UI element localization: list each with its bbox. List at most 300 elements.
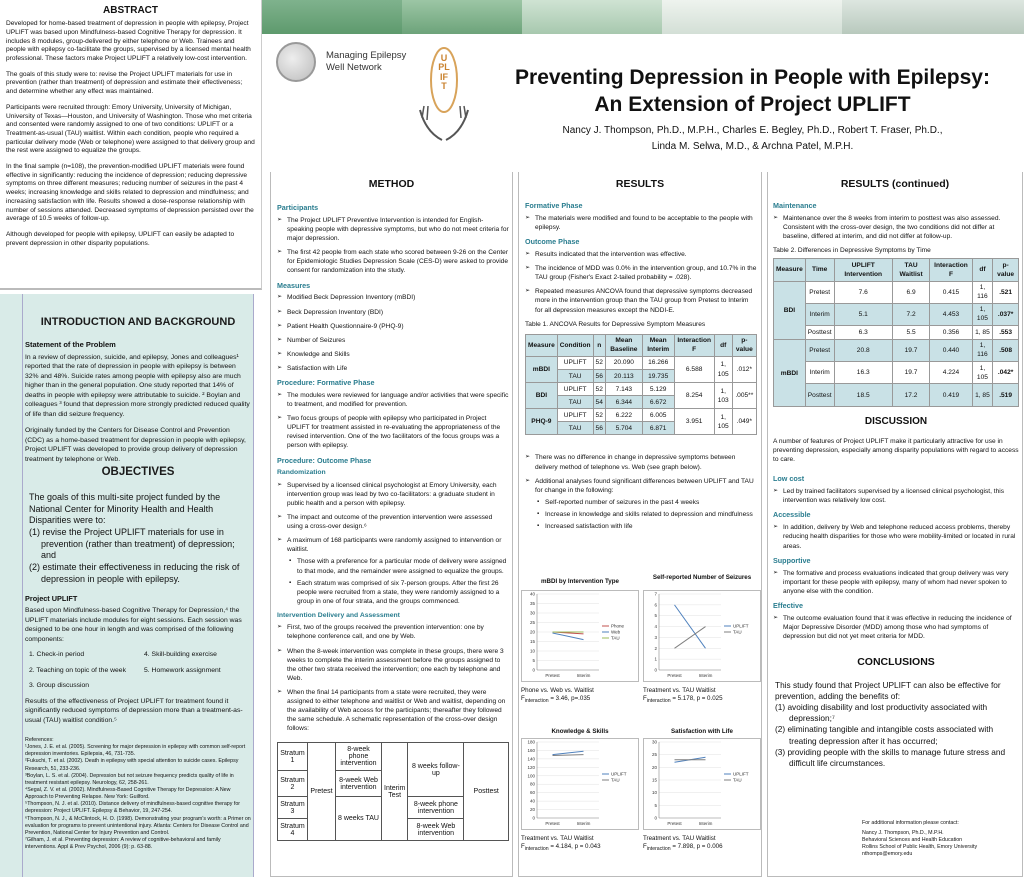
table-cell: BDI <box>774 281 806 339</box>
chart-caption: Phone vs. Web vs. Waitlist $F_{interaction} = 3.46$, p=.035 <box>521 687 594 705</box>
outcome-heading: Outcome Phase <box>525 237 580 247</box>
y-tick-label: 3 <box>654 634 657 640</box>
chart-mbdi-svg <box>521 590 639 682</box>
objectives-lead: The goals of this multi-site project funded by the National Center for Minority Health and Health Disparities were to: <box>29 492 221 526</box>
stratum-cell: Stratum 4 <box>278 819 308 841</box>
design-cell: 8-week phone intervention <box>408 797 464 819</box>
table-cell: 4.224 <box>930 362 972 384</box>
chart-satisfaction <box>643 728 761 854</box>
component-item: 1. Check-in period <box>29 651 85 659</box>
chart-caption: Treatment vs. TAU Waitlist $F_{interaction} = 5.178$, p = 0.025 <box>643 687 723 705</box>
bullet-item: ➢ Satisfaction with Life <box>277 364 509 373</box>
table-header: Time <box>805 259 834 281</box>
table-cell: 52 <box>593 383 605 396</box>
table-cell: PHQ-9 <box>526 409 558 435</box>
x-tick-label: Pretest <box>545 673 560 678</box>
table-cell: 19.7 <box>892 339 929 361</box>
bullet-item: ➢ Results indicated that the intervention was effective. <box>525 250 757 259</box>
table-header: Condition <box>557 334 593 356</box>
subscript: interaction <box>646 698 671 705</box>
table-header: p-value <box>993 259 1019 281</box>
table-cell: 1, 105 <box>972 303 993 325</box>
table-cell: 6.672 <box>642 396 674 409</box>
x-tick-label: Interim <box>576 673 591 678</box>
chart-stat: = 4.184, p = 0.043 <box>550 843 601 851</box>
table-cell: 1, 105 <box>972 362 993 384</box>
discussion-paragraph: A number of features of Project UPLIFT make it particularly attractive for use in preventing depression, especially among disparity populations with regard to access to care. <box>773 438 1019 464</box>
objective-item: (2) estimate their effectiveness in reducing the risk of depression in people with epilepsy. <box>29 562 240 584</box>
table-cell: 19.735 <box>642 370 674 383</box>
legend-label: UPLIFT <box>611 771 627 777</box>
table-cell: 1, 105 <box>714 409 732 435</box>
table-cell: TAU <box>557 422 593 435</box>
delivery-heading: Intervention Delivery and Assessment <box>277 611 400 619</box>
intro-title: INTRODUCTION AND BACKGROUND <box>40 316 236 328</box>
method-title: METHOD <box>368 178 415 190</box>
y-tick-label: 5 <box>654 802 657 808</box>
table-header: df <box>714 334 732 356</box>
table-cell: 0.356 <box>930 325 972 339</box>
pretest-cell: Pretest <box>308 743 336 841</box>
legend-label: Web <box>611 629 621 635</box>
table-header: p-value <box>732 334 756 356</box>
table-header: Interaction F <box>674 334 714 356</box>
chart-caption: Treatment vs. TAU Waitlist $F_{interaction} = 4.184$, p = 0.043 <box>521 835 601 853</box>
bullet-item: ➢ The impact and outcome of the prevention intervention were assessed using a cross-over design.⁶ <box>277 513 509 531</box>
table-cell: 5.5 <box>892 325 929 339</box>
table-cell: .521 <box>993 281 1019 303</box>
y-tick-label: 0 <box>654 667 657 673</box>
logo-line-2: Well Network <box>326 61 382 73</box>
y-tick-label: 160 <box>527 747 535 753</box>
table-cell: Pretest <box>805 339 834 361</box>
table-cell: 0.440 <box>930 339 972 361</box>
y-tick-label: 10 <box>651 790 657 796</box>
conclusion-item: (3) providing people with the skills to manage future stress and difficult life circumstances. <box>775 746 1006 768</box>
y-tick-label: 120 <box>527 764 535 770</box>
x-tick-label: Interim <box>698 673 713 678</box>
header-banner-photo <box>262 0 1024 34</box>
supportive-heading: Supportive <box>773 555 811 565</box>
subscript: interaction <box>524 846 549 853</box>
table-cell: .005** <box>732 383 756 409</box>
reference-item: ⁶Thompson, N. J., & McClintock, H. O. (1998). Demonstrating your program's worth: a Primer on evaluation for programs to prevent unintentional injury. Atlanta: Centers for Disease Control and Prevention, National Center for Injury Prevention and Control. <box>25 815 251 836</box>
legend-label: TAU <box>733 777 742 783</box>
x-tick-label: Interim <box>698 821 713 826</box>
measures-heading: Measures <box>277 280 311 290</box>
reference-item: ²Fukuchi, T. et al. (2002). Death in epilepsy with special attention to suicide cases. Epilepsy Research, 51, 233-236. <box>25 758 239 772</box>
table-cell: mBDI <box>774 339 806 406</box>
table-cell: 0.419 <box>930 384 972 407</box>
brain-logo-icon <box>276 42 316 82</box>
authors-line-2: Linda M. Selwa, M.D., & Archna Patel, M.P.H. <box>651 141 854 152</box>
chart-mbdi-by-type <box>521 574 639 706</box>
chart-stat: = 3.46, p=.035 <box>550 695 591 703</box>
table-cell: TAU <box>557 396 593 409</box>
y-tick-label: 180 <box>527 739 535 745</box>
component-item: 3. Group discussion <box>29 682 90 690</box>
y-tick-label: 20 <box>529 629 535 635</box>
objectives-section <box>29 492 251 586</box>
low-cost-heading: Low cost <box>773 474 805 484</box>
authors <box>485 123 1020 155</box>
table-cell: 6.005 <box>642 409 674 422</box>
table-cell: Interim <box>805 362 834 384</box>
table-cell: .012* <box>732 356 756 382</box>
conclusion-item: (1) avoiding disability and lost productivity associated with depression;⁷ <box>775 701 988 724</box>
y-tick-label: 2 <box>654 645 657 651</box>
reference-item: ¹Jones, J. E. et al. (2005). Screening for major depression in epilepsy with common self-report depression inventories. Epilepsia, 46, 731-735. <box>25 744 246 758</box>
table-header: Measure <box>774 259 806 281</box>
table-cell: UPLIFT <box>557 409 593 422</box>
bullet-item: ➢ First, two of the groups received the prevention intervention: one by telephone conference call, and one by Web. <box>277 623 509 641</box>
abstract-title: ABSTRACT <box>103 5 158 16</box>
table-cell: 8.254 <box>674 383 714 409</box>
chart-frame <box>522 591 639 682</box>
bullet-item: Additional analyses found significant differences between UPLIFT and TAU for change in the following: <box>535 477 754 494</box>
table-cell: 4.453 <box>930 303 972 325</box>
abstract-paragraph: The goals of this study were to: revise the Project UPLIFT materials for use in prevention (rather than treatment) of depression and estimate their effectiveness; and determine whether any effect was maintained. <box>6 70 243 96</box>
table-header: UPLIFT Intervention <box>834 259 892 281</box>
effective-heading: Effective <box>773 600 803 610</box>
y-tick-label: 15 <box>651 777 657 783</box>
chart-caption-line: Treatment vs. TAU Waitlist <box>643 687 716 694</box>
chart-title: mBDI by Intervention Type <box>541 578 619 585</box>
uplift-hands-logo <box>412 40 476 150</box>
reference-item: ³Boylan, L. S. et al. (2004). Depression but not seizure frequency predicts quality of life in treatment resistant epilepsy. Neurology, 62, 258-261. <box>25 772 234 786</box>
project-subtitle: Project UPLIFT <box>25 594 78 603</box>
y-tick-label: 35 <box>529 601 535 606</box>
uplift-vertical-text: UPLIFT <box>438 53 450 92</box>
sub-bullet-item: ▪ Those with a preference for a particular mode of delivery were assigned to that mode, and the remainder were assigned to equalize the groups. <box>287 557 509 575</box>
table-cell: 1, 103 <box>714 383 732 409</box>
bullet-item: ➢ Maintenance over the 8 weeks from interim to posttest was also assessed. Consistent with the cross-over design, the two conditions did not differ at baseline, differed at interim, and did not differ at follow-up. <box>773 214 1019 241</box>
crossover-design-table <box>277 742 509 841</box>
references <box>22 737 254 851</box>
table-cell: 1, 116 <box>972 339 993 361</box>
design-cell: 8-week Web intervention <box>336 771 382 797</box>
table-cell: 6.871 <box>642 422 674 435</box>
contact-line: Behavioral Sciences and Health Education <box>862 836 963 843</box>
conclusions-section <box>773 680 1019 770</box>
table-header: Interaction F <box>930 259 972 281</box>
bullet-item: ➢ When the final 14 participants from a state were recruited, they were assigned to either telephone and waitlist or Web and waitlist, depending on the availability of Web access for the participants; thereafter they followed the same schedule. A schematic representation of the cross-over design follows: <box>277 688 509 733</box>
table-cell: 7.2 <box>892 303 929 325</box>
table-header: df <box>972 259 993 281</box>
y-tick-label: 140 <box>527 756 535 762</box>
y-tick-label: 100 <box>527 773 535 779</box>
y-tick-label: 15 <box>529 639 535 644</box>
formative-heading: Formative Phase <box>525 201 583 210</box>
y-tick-label: 0 <box>532 815 535 821</box>
bullet-item: ➢ Knowledge and Skills <box>277 350 509 359</box>
chart-satisfaction-svg <box>643 738 761 830</box>
y-tick-label: 0 <box>532 667 535 673</box>
bullet-item: ➢ The formative and process evaluations indicated that group delivery was very important for these people with epilepsy, many of whom had never spoken to anyone else with the condition. <box>773 569 1019 596</box>
y-tick-label: 5 <box>654 613 657 619</box>
intro-section <box>25 340 250 471</box>
table1 <box>525 334 757 436</box>
table-cell: 16.3 <box>834 362 892 384</box>
table-cell: 20.090 <box>605 356 642 369</box>
table-cell: 1, 85 <box>972 384 993 407</box>
bullet-item: ➢ When the 8-week intervention was complete in these groups, there were 3 weeks to complete the interim assessment before the groups assigned to the other two strata received the intervention; one each by telephone and Web. <box>277 647 509 683</box>
x-tick-label: Pretest <box>667 673 682 678</box>
chart-frame <box>644 739 761 830</box>
chart-title: Satisfaction with Life <box>671 728 733 735</box>
table-cell: 6.3 <box>834 325 892 339</box>
results-column <box>518 172 762 877</box>
y-tick-label: 0 <box>654 815 657 821</box>
y-tick-label: 60 <box>529 790 535 796</box>
y-tick-label: 40 <box>529 591 535 597</box>
bullet-item: ➢ Number of Seizures <box>277 336 509 345</box>
component-item: 5. Homework assignment <box>144 666 221 674</box>
table-header: n <box>593 334 605 356</box>
authors-line-1: Nancy J. Thompson, Ph.D., M.P.H., Charles E. Begley, Ph.D., Robert T. Fraser, Ph.D., <box>562 125 943 136</box>
randomization-heading: Randomization <box>277 469 326 477</box>
table-cell: 0.415 <box>930 281 972 303</box>
bullet-item: ➢ Patient Health Questionnaire-9 (PHQ-9) <box>277 322 509 331</box>
table-cell: 20.113 <box>605 370 642 383</box>
formative-procedure-heading: Procedure: Formative Phase <box>277 378 375 387</box>
table-header: Mean Interim <box>642 334 674 356</box>
table-cell: 52 <box>593 356 605 369</box>
chart-stat: = 5.178, p = 0.025 <box>672 695 723 703</box>
bullet-item: ➢ The materials were modified and found to be acceptable to the people with epilepsy. <box>525 214 757 232</box>
discussion-title: DISCUSSION <box>864 416 928 428</box>
contact-email[interactable]: nthomps@emory.edu <box>862 850 913 857</box>
maintenance-heading: Maintenance <box>773 201 817 210</box>
table-cell: mBDI <box>526 356 558 382</box>
subscript: interaction <box>646 846 671 853</box>
participants-heading: Participants <box>277 203 319 212</box>
y-tick-label: 10 <box>529 648 535 654</box>
table-cell: 52 <box>593 409 605 422</box>
title-line-1: Preventing Depression in People with Epilepsy: <box>515 66 990 89</box>
chart-caption-line: Treatment vs. TAU Waitlist <box>521 835 594 842</box>
table-cell: UPLIFT <box>557 356 593 369</box>
table-cell: 56 <box>593 422 605 435</box>
method-column <box>270 172 513 877</box>
abstract-paragraph: In the final sample (n=108), the prevention-modified UPLIFT materials were found effective in significantly: reducing the incidence of depression; reducing depressive symptoms on three different measures; reducing number of seizures in the past 4 weeks; increasing knowledge and skills related to depression and mindfulness; and increasing satisfaction with life. Results showed a dose-response relationship with number of sessions attended. Decreased symptoms of depression persisted over the average of 10.5 weeks of follow-up. <box>6 163 254 223</box>
intro-subtitle: Statement of the Problem <box>25 340 116 349</box>
conclusions-lead: This study found that Project UPLIFT can also be effective for prevention, adding the benefits of: <box>775 679 1001 701</box>
component-item: 2. Teaching on topic of the week <box>29 666 126 674</box>
legend-label: Phone <box>611 623 625 629</box>
accessible-heading: Accessible <box>773 510 811 520</box>
x-tick-label: Interim <box>576 821 591 826</box>
reference-item: ⁵Thompson, N. J. et al. (2010). Distance delivery of mindfulness-based cognitive therapy for depression: Project UPLIFT. Epilepsy & Behavior, 19, 247-254. <box>25 801 241 815</box>
table-cell: 6.344 <box>605 396 642 409</box>
project-uplift-section <box>25 594 250 725</box>
bullet-item: ➢ Two focus groups of people with epilepsy who participated in Project UPLIFT for treatment assisted in re-evaluating the appropriateness of the revised intervention. One of the two facilitators of the focus groups was a person with epilepsy. <box>277 414 509 450</box>
stratum-cell: Stratum 3 <box>278 797 308 819</box>
y-tick-label: 25 <box>651 752 657 758</box>
project-paragraph: Based upon Mindfulness-based Cognitive Therapy for Depression,⁴ the UPLIFT materials include modules for eight sessions. Each session was designed to be one hour in length and was comprised of the following components: <box>25 607 242 643</box>
bullet-item: ➢ Modified Beck Depression Inventory (mBDI) <box>277 293 509 302</box>
logo-line-1: Managing Epilepsy <box>326 50 407 61</box>
y-tick-label: 5 <box>532 658 535 663</box>
chart-seizures-svg <box>643 590 761 682</box>
reference-item: ⁴Segal, Z. V. et al. (2002). Mindfulness-Based Cognitive Therapy for Depression: A New Approach to Preventing Relapse. New York: Guilford. <box>25 786 231 801</box>
bullet-item: ➢ The outcome evaluation found that it was effective in reducing the incidence of Major Depressive Disorder (MDD) among those who had symptoms of depression but did not yet meet criteria for MDD. <box>773 614 1019 641</box>
conclusions-title: CONCLUSIONS <box>857 656 935 669</box>
results-continued-column <box>767 172 1023 877</box>
table-cell: Interim <box>805 303 834 325</box>
table-cell: Pretest <box>805 281 834 303</box>
y-tick-label: 80 <box>529 781 535 787</box>
intro-paragraph: Originally funded by the Centers for Disease Control and Prevention (CDC) as a home-based treatment for depression in people with epilepsy, Project UPLIFT was developed to provide group delivery of depression treatment by telephone or Web. <box>25 427 246 463</box>
table-cell: .042* <box>993 362 1019 384</box>
table-header: TAU Waitlist <box>892 259 929 281</box>
table-cell: 1, 116 <box>972 281 993 303</box>
abstract-section <box>0 0 262 290</box>
table-cell: .519 <box>993 384 1019 407</box>
y-tick-label: 1 <box>654 656 657 662</box>
table-cell: 6.222 <box>605 409 642 422</box>
poster-title <box>485 64 1020 119</box>
table-cell: 19.7 <box>892 362 929 384</box>
bullet-item: ➢ Repeated measures ANCOVA found that depressive symptoms decreased more in the intervention group than the TAU group from Pretest to Interim for all depression measures except the NDDI-E. <box>525 287 757 314</box>
stratum-cell: Stratum 1 <box>278 743 308 771</box>
conclusion-item: (2) eliminating tangible and intangible costs associated with treating depression after it has occurred; <box>775 724 994 746</box>
abstract-paragraph: Developed for home-based treatment of depression in people with epilepsy, Project UPLIFT was based upon Mindfulness-based Cognitive Therapy for depression. It includes 8 modules, group-delivered by either telephone or Web. Trainees and people with epilepsy co-facilitate the groups, supervised by a licensed mental health professional. These factors make Project UPLIFT a relatively low-cost intervention. <box>6 20 251 62</box>
table-cell: 17.2 <box>892 384 929 407</box>
chart-caption-line: Phone vs. Web vs. Waitlist <box>521 687 594 694</box>
y-tick-label: 40 <box>529 798 535 804</box>
bullet-item: ➢ The Project UPLIFT Preventive Intervention is intended for English-speaking people with depressive symptoms, but who do not meet criteria for major depression. <box>277 216 509 243</box>
abstract-paragraph: Although developed for people with epilepsy, UPLIFT can easily be adapted to prevent depression in other disparity populations. <box>6 230 235 247</box>
table-header: Mean Baseline <box>605 334 642 356</box>
sub-bullet-item: ▪ Increase in knowledge and skills related to depression and mindfulness <box>535 510 757 519</box>
table-cell: 5.129 <box>642 383 674 396</box>
objectives-title: OBJECTIVES <box>101 466 175 478</box>
table-cell: Posttest <box>805 325 834 339</box>
table-cell: 20.8 <box>834 339 892 361</box>
chart-knowledge <box>521 728 639 854</box>
intro-paragraph: In a review of depression, suicide, and epilepsy, Jones and colleagues¹ reported that the rate of depression in people with epilepsy is between 32% and 48%. Suicide rates among people with epilepsy also are much higher than in the general population. One study reported that 14% of deaths in people with epilepsy were attributable to suicide. ² Boylan and colleagues ³ found that depression more strongly predicted reduced quality of life than did seizure frequency. <box>25 353 250 418</box>
title-line-2: An Extension of Project UPLIFT <box>594 93 911 117</box>
chart-title: Self-reported Number of Seizures <box>652 574 752 581</box>
chart-frame <box>644 591 761 682</box>
legend-label: TAU <box>733 629 742 635</box>
interim-cell: Interim Test <box>382 743 408 841</box>
sub-bullet-item: ▪ Increased satisfaction with life <box>535 522 757 531</box>
stratum-cell: Stratum 2 <box>278 771 308 797</box>
results-continued-title: RESULTS (continued) <box>840 178 950 190</box>
x-tick-label: Pretest <box>667 821 682 826</box>
table-cell: UPLIFT <box>557 383 593 396</box>
table-cell: 56 <box>593 370 605 383</box>
table-cell: 5.1 <box>834 303 892 325</box>
chart-seizures <box>643 574 761 706</box>
table-cell: TAU <box>557 370 593 383</box>
left-strip <box>0 294 22 877</box>
y-tick-label: 20 <box>651 764 657 770</box>
table-cell: 6.588 <box>674 356 714 382</box>
table2-caption: Table 2. Differences in Depressive Symptoms by Time <box>773 247 931 255</box>
table-cell: 7.6 <box>834 281 892 303</box>
chart-caption-line: Treatment vs. TAU Waitlist <box>643 835 716 842</box>
table-cell: 6.9 <box>892 281 929 303</box>
y-tick-label: 4 <box>654 624 657 630</box>
design-cell: 8 weeks follow-up <box>408 743 464 797</box>
abstract-paragraph: Participants were recruited through: Emory University, University of Michigan, University of Texas—Houston, and University of Washington. Those who met criteria and consented were randomly assigned to one of two conditions: UPLIFT or a Treatment-as-usual (TAU) waitlist. Within each condition, people who required a particular delivery mode (Web or telephone) were assigned to that delivery group and the rest were assigned to equalize the groups. <box>6 103 255 155</box>
references-label: References: <box>25 737 54 743</box>
y-tick-label: 7 <box>654 591 657 597</box>
table-cell: 18.5 <box>834 384 892 407</box>
design-cell: 8-week Web intervention <box>408 819 464 841</box>
table-cell: Posttest <box>805 384 834 407</box>
bullet-item: ➢ The first 42 people from each state who scored between 9-26 on the Center for Epidemiologic Studies Depression Scale (CES-D) were asked to provide consent for randomization into the study. <box>277 248 509 275</box>
bullet-item: ➢ There was no difference in change in depressive symptoms between delivery method of telephone vs. Web (see graph below). <box>525 453 757 471</box>
bullet-item: ➢ The modules were reviewed for language and/or activities that were specific to treatment, and modified for prevention. <box>277 391 509 409</box>
y-tick-label: 20 <box>529 807 535 813</box>
table-header: Measure <box>526 334 558 356</box>
bullet-item: ➢ Supervised by a licensed clinical psychologist at Emory University, each intervention group was lead by two co-facilitators: a graduate student in public health and a person with epilepsy. <box>277 481 509 508</box>
bullet-item: ➢ Beck Depression Inventory (BDI) <box>277 308 509 317</box>
table-cell: 1, 105 <box>714 356 732 382</box>
table-cell: 7.143 <box>605 383 642 396</box>
legend-label: TAU <box>611 635 620 641</box>
table-cell: .508 <box>993 339 1019 361</box>
chart-title: Knowledge & Skills <box>551 728 609 735</box>
table-cell: 54 <box>593 396 605 409</box>
table-cell: 3.951 <box>674 409 714 435</box>
objective-item: (1) revise the Project UPLIFT materials for use in prevention (rather than treatment) of depression; and <box>29 527 235 561</box>
sub-bullet-item: ▪ Self-reported number of seizures in the past 4 weeks <box>535 498 757 507</box>
table-cell: 5.704 <box>605 422 642 435</box>
legend-label: TAU <box>611 777 620 783</box>
y-tick-label: 30 <box>651 739 657 745</box>
table-cell: BDI <box>526 383 558 409</box>
y-tick-label: 25 <box>529 620 535 625</box>
design-cell: 8 weeks TAU <box>336 797 382 841</box>
table-cell: 16.266 <box>642 356 674 369</box>
bullet-item: ➢ In addition, delivery by Web and telephone reduced access problems, thereby reducing health disparities for those who were mobility-limited or located in rural areas. <box>773 523 1019 550</box>
posttest-cell: Posttest <box>464 743 509 841</box>
y-tick-label: 6 <box>654 602 657 608</box>
contact-line: Rollins School of Public Health, Emory University <box>862 843 978 850</box>
sub-bullet-item: ▪ Each stratum was comprised of six 7-person groups. After the first 26 people were recruited from a state, they were randomly assigned to a group in one of four strata, and the groups commenced. <box>287 579 509 606</box>
chart-knowledge-svg <box>521 738 639 830</box>
bullet-item: ➢ The incidence of MDD was 0.0% in the intervention group, and 10.7% in the TAU group (Fisher's Exact 2-tailed probability = .028). <box>525 264 757 282</box>
table-cell: .553 <box>993 325 1019 339</box>
legend-label: UPLIFT <box>733 771 749 777</box>
reference-item: ⁷Gilham, J. et al. Preventing depression: A review of cognitive-behavioral and family interventions. Appl & Prev Psychol, 2006 (9): p. 63-88. <box>25 836 221 851</box>
legend-label: UPLIFT <box>733 623 749 629</box>
bullet-item: ➢ Led by trained facilitators supervised by a licensed clinical psychologist, this intervention was relatively low cost. <box>773 487 1019 505</box>
y-tick-label: 30 <box>529 610 535 616</box>
results-title: RESULTS <box>615 178 665 190</box>
mewn-logo <box>270 38 410 98</box>
table2 <box>773 258 1019 407</box>
table-cell: .037* <box>993 303 1019 325</box>
chart-stat: = 7.898, p = 0.006 <box>672 843 723 851</box>
design-cell: 8-week phone intervention <box>336 743 382 771</box>
component-item: 4. Skill-building exercise <box>144 651 217 659</box>
table-cell: .049* <box>732 409 756 435</box>
subscript: interaction <box>524 698 549 705</box>
x-tick-label: Pretest <box>545 821 560 826</box>
outcome-procedure-heading: Procedure: Outcome Phase <box>277 455 372 465</box>
table-cell: 1, 85 <box>972 325 993 339</box>
chart-caption: Treatment vs. TAU Waitlist $F_{interaction} = 7.898$, p = 0.006 <box>643 835 723 853</box>
contact-line: Nancy J. Thompson, Ph.D., M.P.H. <box>862 829 944 836</box>
bullet-item: A maximum of 168 participants were randomly assigned to intervention or waitlist. <box>287 537 502 554</box>
project-paragraph: Results of the effectiveness of Project UPLIFT for treatment found it significantly reduced symptoms of depression more than a treatment-as-usual (TAU) waitlist condition.⁵ <box>25 697 243 724</box>
